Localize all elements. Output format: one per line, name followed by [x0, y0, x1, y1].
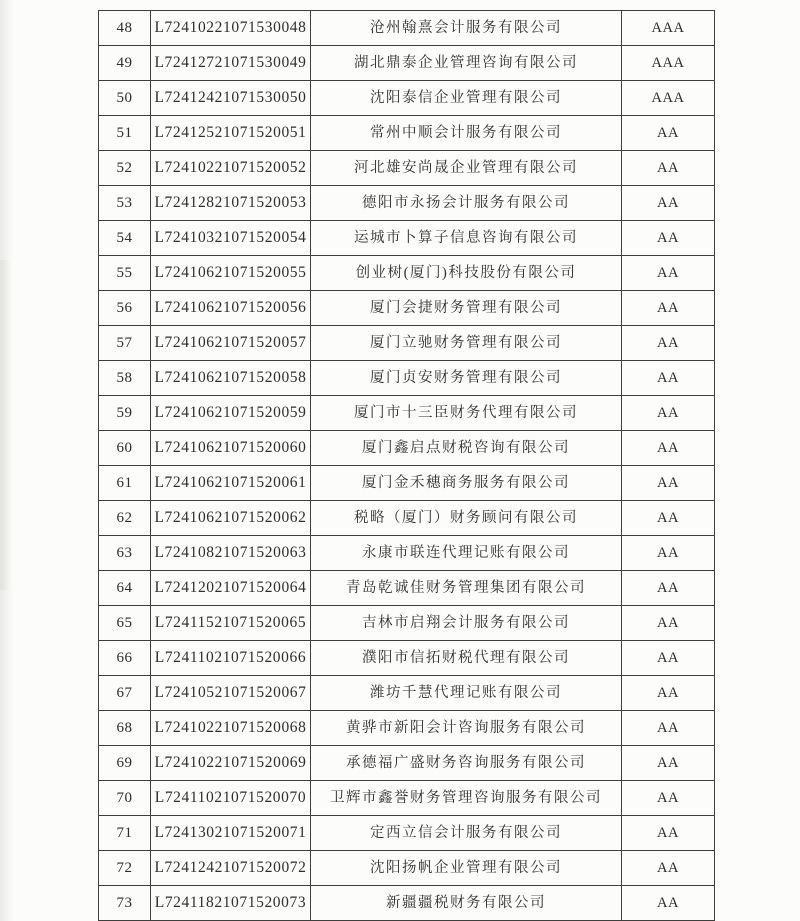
rating-cell: AA [622, 396, 715, 431]
code-cell: L72410221071520068 [151, 711, 311, 746]
code-cell: L72410621071520055 [151, 256, 311, 291]
company-name-cell: 定西立信会计服务有限公司 [311, 816, 622, 851]
company-name-cell: 卫辉市鑫誉财务管理咨询服务有限公司 [311, 781, 622, 816]
row-number-cell: 58 [99, 361, 151, 396]
code-cell: L72411521071520065 [151, 606, 311, 641]
code-cell: L72411021071520066 [151, 641, 311, 676]
table-row [99, 396, 715, 431]
row-number-cell: 49 [99, 46, 151, 81]
code-cell: L72410621071520060 [151, 431, 311, 466]
code-cell: L72410521071520067 [151, 676, 311, 711]
rating-cell: AA [622, 431, 715, 466]
rating-cell: AA [622, 886, 715, 921]
company-name-cell: 沧州翰熹会计服务有限公司 [311, 11, 622, 46]
table-row [99, 431, 715, 466]
code-cell: L72412721071530049 [151, 46, 311, 81]
company-name-cell: 新疆疆税财务有限公司 [311, 886, 622, 921]
code-cell: L72412421071530050 [151, 81, 311, 116]
row-number-cell: 70 [99, 781, 151, 816]
row-number-cell: 52 [99, 151, 151, 186]
company-name-cell: 潍坊千慧代理记账有限公司 [311, 676, 622, 711]
table-row [99, 676, 715, 711]
company-name-cell: 厦门立驰财务管理有限公司 [311, 326, 622, 361]
table-row [99, 536, 715, 571]
row-number-cell: 60 [99, 431, 151, 466]
rating-cell: AA [622, 256, 715, 291]
rating-cell: AA [622, 641, 715, 676]
code-cell: L72410621071520057 [151, 326, 311, 361]
company-name-cell: 厦门鑫启点财税咨询有限公司 [311, 431, 622, 466]
company-name-cell: 运城市卜算子信息咨询有限公司 [311, 221, 622, 256]
code-cell: L72410621071520059 [151, 396, 311, 431]
code-cell: L72412021071520064 [151, 571, 311, 606]
rating-cell: AA [622, 851, 715, 886]
rating-cell: AA [622, 186, 715, 221]
rating-cell: AA [622, 326, 715, 361]
code-cell: L72410621071520062 [151, 501, 311, 536]
row-number-cell: 73 [99, 886, 151, 921]
table-row [99, 116, 715, 151]
rating-table [98, 10, 715, 921]
rating-cell: AA [622, 746, 715, 781]
table-body [99, 11, 715, 921]
scan-artifact [0, 260, 10, 590]
rating-cell: AA [622, 606, 715, 641]
table-row [99, 151, 715, 186]
code-cell: L72410321071520054 [151, 221, 311, 256]
rating-cell: AA [622, 116, 715, 151]
rating-cell: AA [622, 816, 715, 851]
table-row [99, 326, 715, 361]
row-number-cell: 68 [99, 711, 151, 746]
row-number-cell: 63 [99, 536, 151, 571]
row-number-cell: 61 [99, 466, 151, 501]
table-row [99, 256, 715, 291]
table-row [99, 11, 715, 46]
rating-cell: AA [622, 781, 715, 816]
table-row [99, 186, 715, 221]
row-number-cell: 50 [99, 81, 151, 116]
row-number-cell: 54 [99, 221, 151, 256]
table-row [99, 81, 715, 116]
rating-cell: AA [622, 466, 715, 501]
table-row [99, 571, 715, 606]
code-cell: L72410221071520052 [151, 151, 311, 186]
rating-cell: AA [622, 151, 715, 186]
table-row [99, 641, 715, 676]
company-name-cell: 税略（厦门）财务顾问有限公司 [311, 501, 622, 536]
code-cell: L72410621071520058 [151, 361, 311, 396]
rating-cell: AA [622, 571, 715, 606]
company-name-cell: 青岛乾诚佳财务管理集团有限公司 [311, 571, 622, 606]
row-number-cell: 62 [99, 501, 151, 536]
code-cell: L72410621071520061 [151, 466, 311, 501]
code-cell: L72410221071530048 [151, 11, 311, 46]
table-row [99, 361, 715, 396]
code-cell: L72411821071520073 [151, 886, 311, 921]
row-number-cell: 56 [99, 291, 151, 326]
row-number-cell: 59 [99, 396, 151, 431]
row-number-cell: 72 [99, 851, 151, 886]
code-cell: L72412521071520051 [151, 116, 311, 151]
company-name-cell: 吉林市启翔会计服务有限公司 [311, 606, 622, 641]
table-row [99, 291, 715, 326]
company-name-cell: 创业树(厦门)科技股份有限公司 [311, 256, 622, 291]
row-number-cell: 67 [99, 676, 151, 711]
code-cell: L72413021071520071 [151, 816, 311, 851]
row-number-cell: 65 [99, 606, 151, 641]
table-row [99, 816, 715, 851]
company-name-cell: 常州中顺会计服务有限公司 [311, 116, 622, 151]
page-edge-shadow [0, 0, 14, 921]
table-row [99, 746, 715, 781]
table-row [99, 501, 715, 536]
row-number-cell: 69 [99, 746, 151, 781]
row-number-cell: 71 [99, 816, 151, 851]
table-row [99, 851, 715, 886]
company-name-cell: 厦门市十三臣财务代理有限公司 [311, 396, 622, 431]
code-cell: L72411021071520070 [151, 781, 311, 816]
company-name-cell: 沈阳泰信企业管理有限公司 [311, 81, 622, 116]
table-row [99, 711, 715, 746]
company-name-cell: 濮阳市信拓财税代理有限公司 [311, 641, 622, 676]
rating-cell: AA [622, 711, 715, 746]
row-number-cell: 55 [99, 256, 151, 291]
rating-cell: AA [622, 536, 715, 571]
row-number-cell: 64 [99, 571, 151, 606]
rating-cell: AA [622, 291, 715, 326]
company-name-cell: 沈阳扬帆企业管理有限公司 [311, 851, 622, 886]
rating-cell: AAA [622, 11, 715, 46]
company-name-cell: 厦门金禾穗商务服务有限公司 [311, 466, 622, 501]
company-name-cell: 湖北鼎泰企业管理咨询有限公司 [311, 46, 622, 81]
company-name-cell: 厦门贞安财务管理有限公司 [311, 361, 622, 396]
code-cell: L72412821071520053 [151, 186, 311, 221]
row-number-cell: 53 [99, 186, 151, 221]
table-row [99, 606, 715, 641]
code-cell: L72410821071520063 [151, 536, 311, 571]
company-name-cell: 永康市联连代理记账有限公司 [311, 536, 622, 571]
company-name-cell: 黄骅市新阳会计咨询服务有限公司 [311, 711, 622, 746]
table-row [99, 46, 715, 81]
company-name-cell: 承德福广盛财务咨询服务有限公司 [311, 746, 622, 781]
code-cell: L72410621071520056 [151, 291, 311, 326]
rating-cell: AA [622, 501, 715, 536]
rating-cell: AA [622, 221, 715, 256]
rating-cell: AA [622, 361, 715, 396]
rating-cell: AA [622, 676, 715, 711]
row-number-cell: 48 [99, 11, 151, 46]
rating-cell: AAA [622, 81, 715, 116]
company-name-cell: 河北雄安尚晟企业管理有限公司 [311, 151, 622, 186]
table-row [99, 221, 715, 256]
company-name-cell: 厦门会捷财务管理有限公司 [311, 291, 622, 326]
table-row [99, 781, 715, 816]
rating-cell: AAA [622, 46, 715, 81]
table-row [99, 466, 715, 501]
company-name-cell: 德阳市永扬会计服务有限公司 [311, 186, 622, 221]
code-cell: L72412421071520072 [151, 851, 311, 886]
table-row [99, 886, 715, 921]
row-number-cell: 57 [99, 326, 151, 361]
row-number-cell: 51 [99, 116, 151, 151]
code-cell: L72410221071520069 [151, 746, 311, 781]
row-number-cell: 66 [99, 641, 151, 676]
